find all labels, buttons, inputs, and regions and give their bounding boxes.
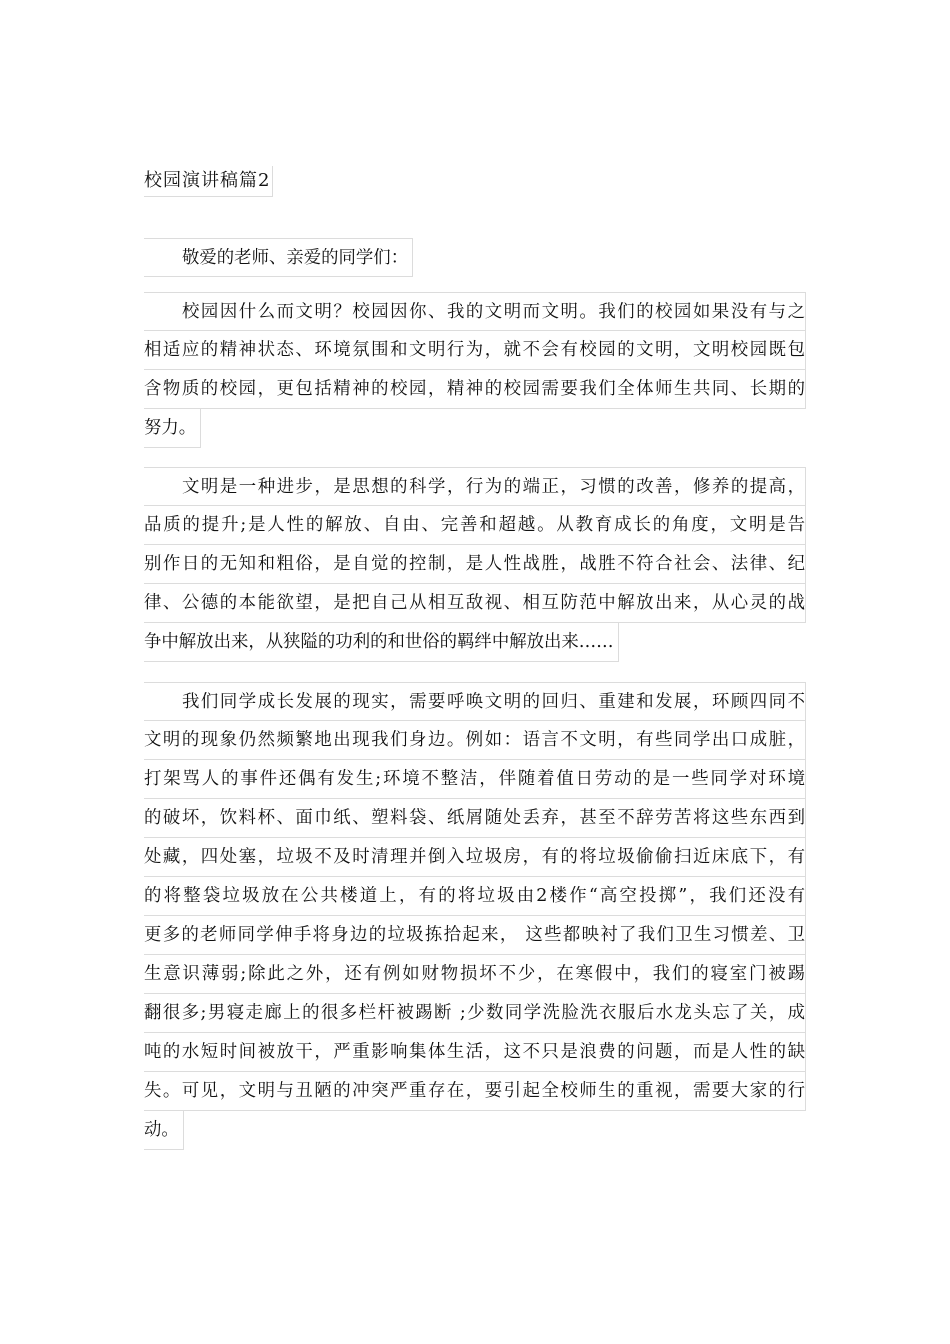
greeting-paragraph xyxy=(144,238,806,281)
paragraph-1 xyxy=(144,292,806,452)
text-line: 相适应的精神状态、环境氛围和文明行为，就不会有校园的文明，文明校园既包 xyxy=(144,331,806,370)
greeting-line: 敬爱的老师、亲爱的同学们： xyxy=(144,238,413,277)
text-line: 失。可见，文明与丑陋的冲突严重存在，要引起全校师生的重视，需要大家的行 xyxy=(144,1072,806,1111)
text-line: 动。 xyxy=(144,1111,184,1150)
text-line: 校园因什么而文明？校园因你、我的文明而文明。我们的校园如果没有与之 xyxy=(144,292,806,331)
text-line: 含物质的校园，更包括精神的校园，精神的校园需要我们全体师生共同、长期的 xyxy=(144,370,806,409)
paragraph-3 xyxy=(144,682,806,1154)
text-line: 品质的提升;是人性的解放、自由、完善和超越。从教育成长的角度，文明是告 xyxy=(144,506,806,545)
text-line: 文明是一种进步，是思想的科学，行为的端正，习惯的改善，修养的提高， xyxy=(144,467,806,506)
paragraph-2 xyxy=(144,467,806,666)
text-line: 律、公德的本能欲望，是把自己从相互敌视、相互防范中解放出来，从心灵的战 xyxy=(144,584,806,623)
page-title: 校园演讲稿篇2 xyxy=(144,166,273,197)
text-line: 打架骂人的事件还偶有发生;环境不整洁，伴随着值日劳动的是一些同学对环境 xyxy=(144,760,806,799)
text-line: 争中解放出来，从狭隘的功利的和世俗的羁绊中解放出来…… xyxy=(144,623,619,662)
text-line: 翻很多;男寝走廊上的很多栏杆被踢断 ;少数同学洗脸洗衣服后水龙头忘了关，成 xyxy=(144,994,806,1033)
text-line: 的将整袋垃圾放在公共楼道上，有的将垃圾由2楼作“高空投掷”，我们还没有 xyxy=(144,877,806,916)
text-line: 别作日的无知和粗俗，是自觉的控制，是人性战胜，战胜不符合社会、法律、纪 xyxy=(144,545,806,584)
text-line: 吨的水短时间被放干，严重影响集体生活，这不只是浪费的问题，而是人性的缺 xyxy=(144,1033,806,1072)
text-line: 生意识薄弱;除此之外，还有例如财物损坏不少，在寒假中，我们的寝室门被踢 xyxy=(144,955,806,994)
text-line: 处藏，四处塞，垃圾不及时清理并倒入垃圾房，有的将垃圾偷偷扫近床底下，有 xyxy=(144,838,806,877)
text-line: 的破坏，饮料杯、面巾纸、塑料袋、纸屑随处丢弃，甚至不辞劳苦将这些东西到 xyxy=(144,799,806,838)
text-line: 更多的老师同学伸手将身边的垃圾拣拾起来， 这些都映衬了我们卫生习惯差、卫 xyxy=(144,916,806,955)
text-line: 努力。 xyxy=(144,409,201,448)
text-line: 我们同学成长发展的现实，需要呼唤文明的回归、重建和发展，环顾四同不 xyxy=(144,682,806,721)
text-line: 文明的现象仍然频繁地出现我们身边。例如：语言不文明，有些同学出口成脏， xyxy=(144,721,806,760)
